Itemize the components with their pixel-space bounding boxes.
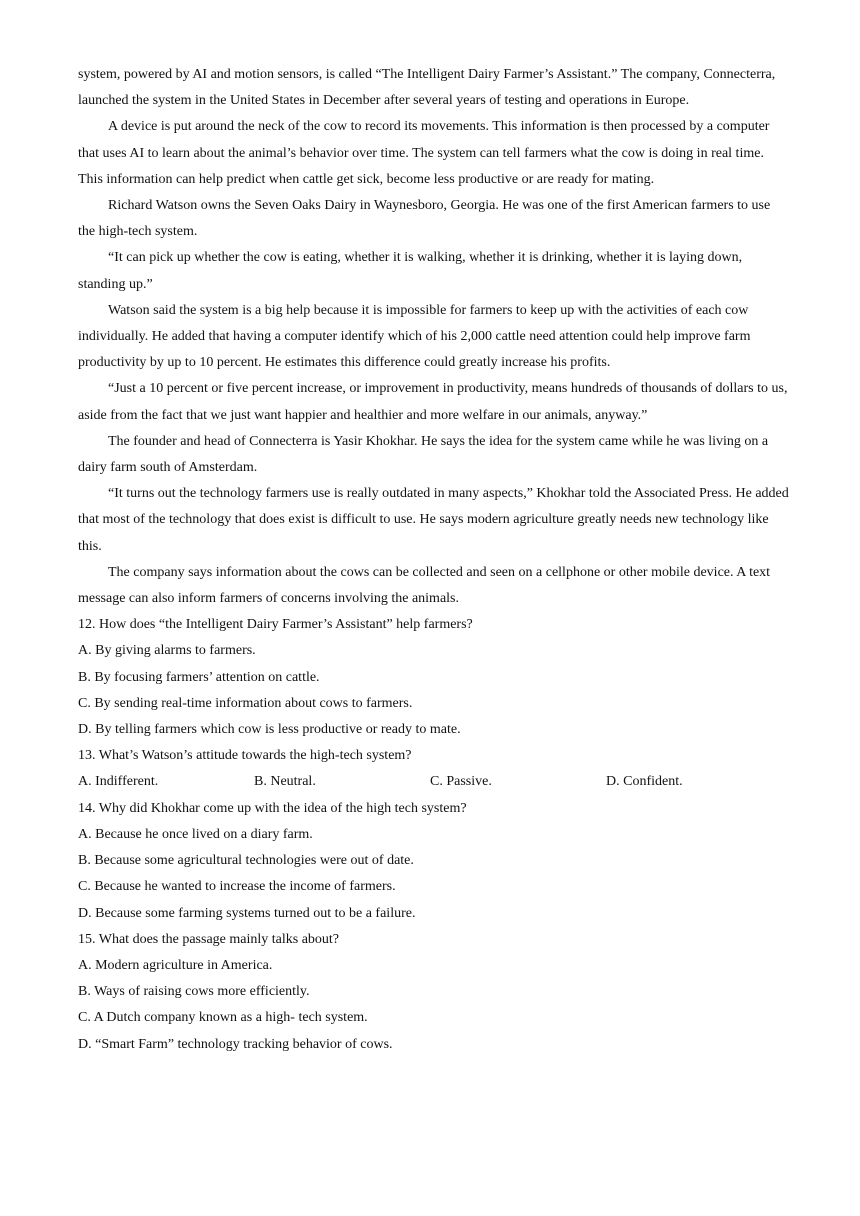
answer-option: D. By telling farmers which cow is less productive or ready to mate.: [78, 722, 461, 738]
answer-option: B. Ways of raising cows more efficiently.: [78, 984, 310, 1000]
answer-option: C. By sending real-time information about cows to farmers.: [78, 695, 413, 711]
passage-paragraph: “It can pick up whether the cow is eating, whether it is walking, whether it is drinking, whether it is laying down, standing up.”: [78, 250, 743, 292]
answer-option: C. A Dutch company known as a high- tech system.: [78, 1010, 368, 1026]
answer-option: D. Confident.: [606, 774, 683, 790]
answer-option: B. Because some agricultural technologies were out of date.: [78, 853, 414, 869]
passage-paragraph: Watson said the system is a big help because it is impossible for farmers to keep up with the activities of each cow individually. He added that having a computer identify which of his 2,000 cattle need attention could help improve farm productivity by up to 10 percent. He estimates this difference could greatly increase his profits.: [78, 302, 751, 371]
question-stem: 15. What does the passage mainly talks about?: [78, 931, 340, 947]
passage-paragraph: The company says information about the cows can be collected and seen on a cellphone or other mobile device. A text message can also inform farmers of concerns involving the animals.: [78, 564, 771, 607]
passage-paragraph: system, powered by AI and motion sensors, is called “The Intelligent Dairy Farmer’s Assistant.” The company, Connecterra, launched the system in the United States in December after several years of testing and operations in Europe.: [78, 67, 776, 109]
document-page: [78, 62, 790, 1058]
answer-option: A. By giving alarms to farmers.: [78, 643, 256, 659]
answer-option: A. Indifferent.: [78, 774, 159, 790]
answer-option: C. Because he wanted to increase the income of farmers.: [78, 879, 396, 895]
question-block: [78, 743, 790, 795]
answer-option: D. “Smart Farm” technology tracking behavior of cows.: [78, 1036, 393, 1052]
answer-option: B. Neutral.: [254, 774, 316, 790]
question-stem: 13. What’s Watson’s attitude towards the high-tech system?: [78, 748, 412, 764]
passage-paragraph: A device is put around the neck of the cow to record its movements. This information is then processed by a computer that uses AI to learn about the animal’s behavior over time. The system can tell farmers what the cow is doing in real time. This information can help predict when cattle get sick, become less productive or are ready for mating.: [78, 119, 770, 187]
question-block: [78, 796, 790, 927]
answer-option: A. Because he once lived on a diary farm.: [78, 826, 313, 842]
answer-options-row: [78, 769, 790, 795]
question-stem: 12. How does “the Intelligent Dairy Farmer’s Assistant” help farmers?: [78, 617, 473, 633]
passage-paragraph: “It turns out the technology farmers use is really outdated in many aspects,” Khokhar told the Associated Press. He added that most of the technology that does exist is difficult to use. He says modern agriculture greatly needs new technology like this.: [78, 486, 789, 554]
answer-option: B. By focusing farmers’ attention on cattle.: [78, 669, 320, 685]
question-stem: 14. Why did Khokhar come up with the idea of the high tech system?: [78, 800, 467, 816]
answer-option: A. Modern agriculture in America.: [78, 957, 273, 973]
answer-option: C. Passive.: [430, 774, 492, 790]
passage-paragraph: The founder and head of Connecterra is Yasir Khokhar. He says the idea for the system came while he was living on a dairy farm south of Amsterdam.: [78, 433, 769, 476]
question-block: [78, 612, 790, 743]
question-block: [78, 927, 790, 1058]
passage-paragraph: “Just a 10 percent or five percent increase, or improvement in productivity, means hundreds of thousands of dollars to us, aside from the fact that we just want happier and healthier and more welfare in our animals, anyway.”: [78, 381, 788, 423]
answer-option: D. Because some farming systems turned out to be a failure.: [78, 905, 416, 921]
passage-paragraph: Richard Watson owns the Seven Oaks Dairy in Waynesboro, Georgia. He was one of the first American farmers to use the high-tech system.: [78, 198, 771, 240]
